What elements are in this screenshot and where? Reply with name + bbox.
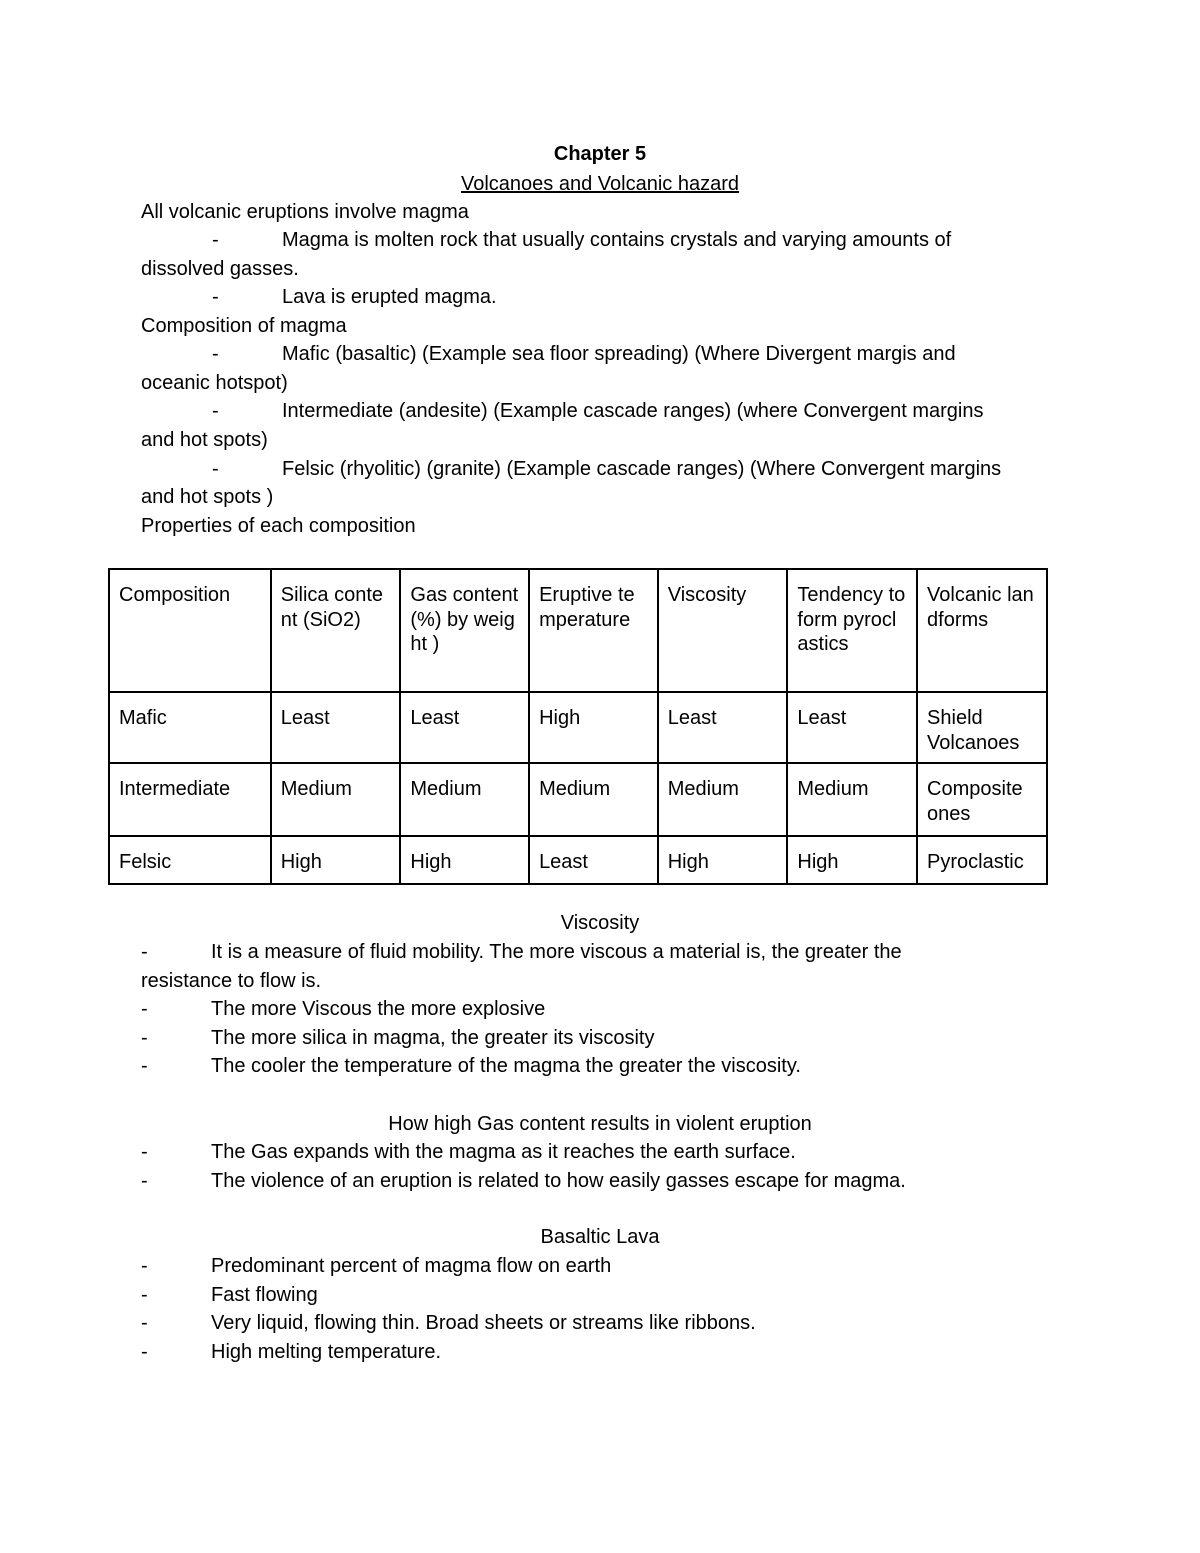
- gas-point-1: The Gas expands with the magma as it reaches the earth surface.: [211, 1141, 796, 1163]
- table-cell: High: [658, 836, 788, 884]
- table-header-cell: Viscosity: [658, 569, 788, 692]
- bullet-dash: -: [212, 229, 219, 251]
- bullet-dash: -: [141, 1312, 148, 1334]
- table-cell: Medium: [400, 763, 529, 836]
- table-header-cell: Tendency to form pyroclastics: [787, 569, 917, 692]
- bullet-dash: -: [141, 998, 148, 1020]
- table-cell: Mafic: [109, 692, 271, 763]
- table-header-cell: Volcanic landforms: [917, 569, 1047, 692]
- viscosity-point-3: The more silica in magma, the greater its viscosity: [211, 1027, 655, 1049]
- bullet-dash: -: [212, 458, 219, 480]
- composition-point-mafic: Mafic (basaltic) (Example sea floor spreading) (Where Divergent margis and: [282, 343, 956, 365]
- table-cell: Least: [787, 692, 917, 763]
- basaltic-point-2: Fast flowing: [211, 1284, 318, 1306]
- properties-table: [108, 568, 1048, 885]
- table-cell: Shield Volcanoes: [917, 692, 1047, 763]
- intro-heading: All volcanic eruptions involve magma: [141, 201, 469, 223]
- table-header-cell: Composition: [109, 569, 271, 692]
- composition-point-intermediate-cont: and hot spots): [141, 429, 268, 451]
- composition-point-intermediate: Intermediate (andesite) (Example cascade ranges) (where Convergent margins: [282, 400, 984, 422]
- basaltic-point-4: High melting temperature.: [211, 1341, 442, 1363]
- gas-point-2: The violence of an eruption is related to how easily gasses escape for magma.: [211, 1170, 906, 1192]
- bullet-dash: -: [141, 1284, 148, 1306]
- bullet-dash: -: [141, 1027, 148, 1049]
- table-cell: High: [400, 836, 529, 884]
- basaltic-point-1: Predominant percent of magma flow on earth: [211, 1255, 612, 1277]
- table-cell: Least: [400, 692, 529, 763]
- viscosity-point-1-cont: resistance to flow is.: [141, 970, 322, 992]
- table-cell: Intermediate: [109, 763, 271, 836]
- gas-heading: How high Gas content results in violent eruption: [388, 1113, 812, 1135]
- magma-point-2: Lava is erupted magma.: [282, 286, 497, 308]
- basaltic-heading: Basaltic Lava: [540, 1226, 660, 1248]
- table-header-cell: Eruptive temperature: [529, 569, 658, 692]
- table-cell: Medium: [271, 763, 401, 836]
- table-cell: High: [787, 836, 917, 884]
- table-cell: Composite ones: [917, 763, 1047, 836]
- composition-point-mafic-cont: oceanic hotspot): [141, 372, 288, 394]
- magma-point-1: Magma is molten rock that usually contains crystals and varying amounts of: [282, 229, 952, 251]
- table-cell: High: [529, 692, 658, 763]
- basaltic-point-3: Very liquid, flowing thin. Broad sheets or streams like ribbons.: [211, 1312, 756, 1334]
- table-cell: Least: [658, 692, 788, 763]
- composition-point-felsic: Felsic (rhyolitic) (granite) (Example cascade ranges) (Where Convergent margins: [282, 458, 1002, 480]
- composition-heading: Composition of magma: [141, 315, 347, 337]
- table-cell: Medium: [658, 763, 788, 836]
- bullet-dash: -: [141, 941, 148, 963]
- table-cell: Felsic: [109, 836, 271, 884]
- chapter-subtitle: Volcanoes and Volcanic hazard: [461, 173, 739, 195]
- viscosity-point-1: It is a measure of fluid mobility. The more viscous a material is, the greater the: [211, 941, 902, 963]
- viscosity-point-2: The more Viscous the more explosive: [211, 998, 546, 1020]
- table-cell: Medium: [787, 763, 917, 836]
- composition-point-felsic-cont: and hot spots ): [141, 486, 274, 508]
- table-header-cell: Gas content (%) by weight ): [400, 569, 529, 692]
- bullet-dash: -: [141, 1341, 148, 1363]
- table-cell: High: [271, 836, 401, 884]
- viscosity-point-4: The cooler the temperature of the magma the greater the viscosity.: [211, 1055, 801, 1077]
- table-row: [109, 763, 1047, 836]
- bullet-dash: -: [141, 1055, 148, 1077]
- table-cell: Medium: [529, 763, 658, 836]
- bullet-dash: -: [141, 1141, 148, 1163]
- table-row: [109, 836, 1047, 884]
- bullet-dash: -: [212, 286, 219, 308]
- table-cell: Least: [529, 836, 658, 884]
- viscosity-heading: Viscosity: [560, 912, 640, 934]
- table-row: [109, 692, 1047, 763]
- bullet-dash: -: [212, 343, 219, 365]
- bullet-dash: -: [212, 400, 219, 422]
- table-header-row: [109, 569, 1047, 692]
- chapter-title: Chapter 5: [553, 143, 647, 165]
- table-cell: Least: [271, 692, 401, 763]
- table-header-cell: Silica content (SiO2): [271, 569, 401, 692]
- bullet-dash: -: [141, 1170, 148, 1192]
- magma-point-1-cont: dissolved gasses.: [141, 258, 299, 280]
- table-cell: Pyroclastic: [917, 836, 1047, 884]
- properties-heading: Properties of each composition: [141, 515, 416, 537]
- bullet-dash: -: [141, 1255, 148, 1277]
